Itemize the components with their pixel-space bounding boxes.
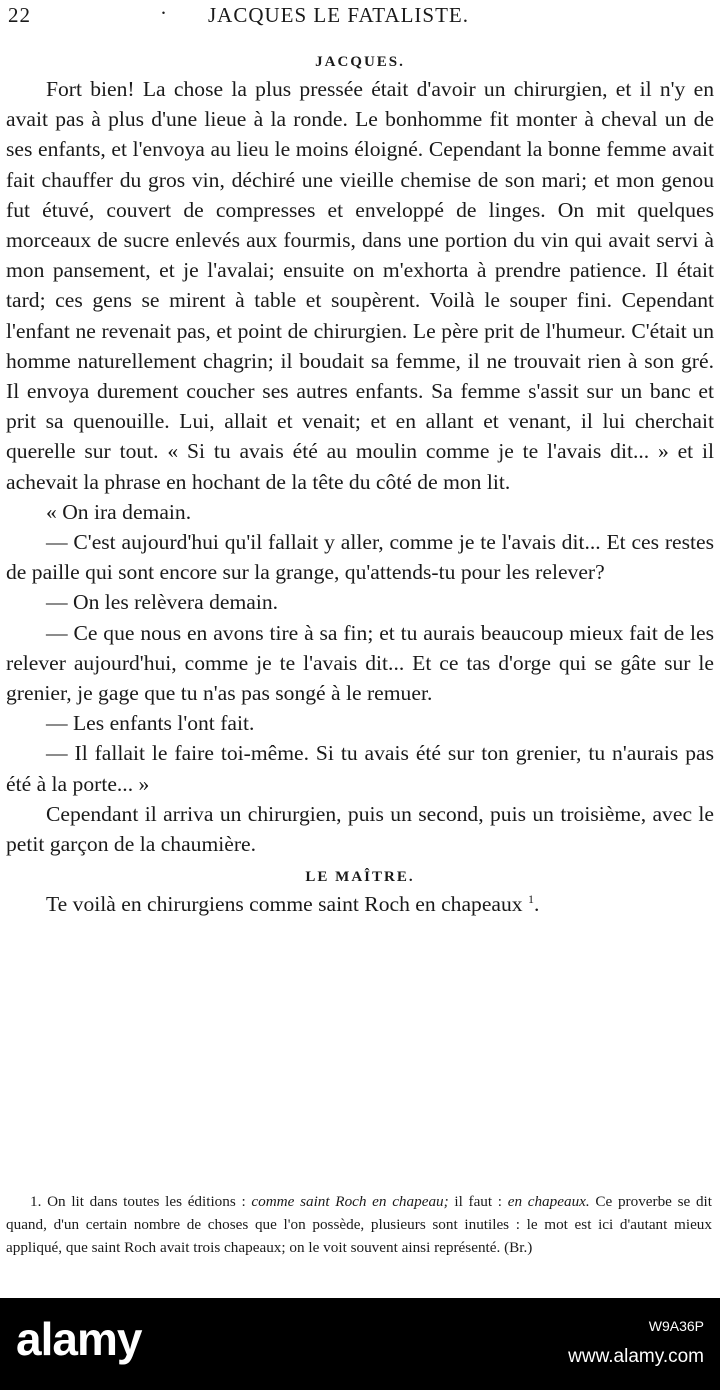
image-id: W9A36P (648, 1318, 704, 1334)
page-number: 22 (8, 3, 31, 27)
footnote-lead: 1. On lit dans toutes les éditions : (30, 1193, 252, 1210)
paragraph: — On les relèvera demain. (46, 590, 279, 615)
paragraph (6, 889, 714, 919)
footnote-mid: il faut : (448, 1193, 508, 1210)
footnote-marker: 1 (528, 892, 534, 907)
header-separator: · (160, 1, 168, 25)
running-title: JACQUES LE FATALISTE. (208, 3, 470, 27)
footnote-quote: comme saint Roch en chapeau; (251, 1193, 449, 1210)
paragraph: — Il fallait le faire toi-même. Si tu avais été sur ton grenier, tu n'aurais pas été à la porte... » (6, 741, 714, 796)
paragraph: Fort bien! La chose la plus pressée était d'avoir un chirurgien, et il n'y en avait pas à plus d'une lieue à la ronde. Le bonhomme fit monter à cheval un de ses enfants, et l'envoya au lieu le moins éloigné. Cependant la bonne femme avait fait chauffer du gros vin, déchiré une vieille chemise de son mari; et mon genou fut étuvé, couvert de compresses et enveloppé de linges. On mit quelques morceaux de sucre enlevés aux fourmis, dans une portion du vin qui avait servi à mon pansement, et je l'avalai; ensuite on m'exhorta à prendre patience. Il était tard; ces gens se mirent à table et soupèrent. Voilà le souper fini. Cependant l'enfant ne revenait pas, et point de chirurgien. Le père prit de l'humeur. C'était un homme naturellement chagrin; il boudait sa femme, il ne trouvait rien à son gré. Il envoya durement coucher ses autres enfants. Sa femme s'assit sur un banc et prit sa quenouille. Lui, allait et venait; et en allant et venant, il lui cherchait querelle sur tout. « Si tu avais été au moulin comme je te l'avais dit... » et il achevait la phrase en hochant de la tête du côté de mon lit. (6, 77, 714, 494)
footnote-text: Ce proverbe se dit quand, d'un certain nombre de choses que l'on possède, plusieurs sont inutiles : le mot est ici d'autant mieux appliqué, que saint Roch avait trois chapeaux; on le voit souvent ainsi représenté. (Br.) (6, 1193, 712, 1256)
paragraph: Cependant il arriva un chirurgien, puis un second, puis un troisième, avec le petit garçon de la chaumière. (6, 801, 714, 857)
alamy-logo: alamy (16, 1313, 142, 1365)
line-terminator: . (534, 892, 540, 917)
footnote (6, 1190, 712, 1259)
page-body (6, 50, 714, 919)
paragraph: — C'est aujourd'hui qu'il fallait y aller, comme je te l'avais dit... Et ces restes de paille qui sont encore sur la grange, qu'attends-tu pour les relever? (6, 530, 714, 585)
maitre-line: Te voilà en chirurgiens comme saint Roch en chapeaux (46, 892, 523, 917)
speaker-heading-maitre: LE MAÎTRE. (305, 869, 415, 886)
stock-watermark-banner (0, 1298, 720, 1390)
paragraph: « On ira demain. (46, 499, 192, 524)
footnote-correction: en chapeaux. (507, 1193, 590, 1210)
running-header (8, 3, 712, 29)
paragraph: — Les enfants l'ont fait. (46, 711, 255, 736)
speaker-heading-jacques: JACQUES. (315, 54, 405, 70)
site-url: www.alamy.com (568, 1346, 704, 1367)
paragraph: — Ce que nous en avons tire à sa fin; et tu aurais beaucoup mieux fait de les relever aujourd'hui, comme je te l'avais dit... Et ce tas d'orge qui se gâte sur le grenier, je gage que tu n'as pas songé à le remuer. (6, 620, 714, 706)
